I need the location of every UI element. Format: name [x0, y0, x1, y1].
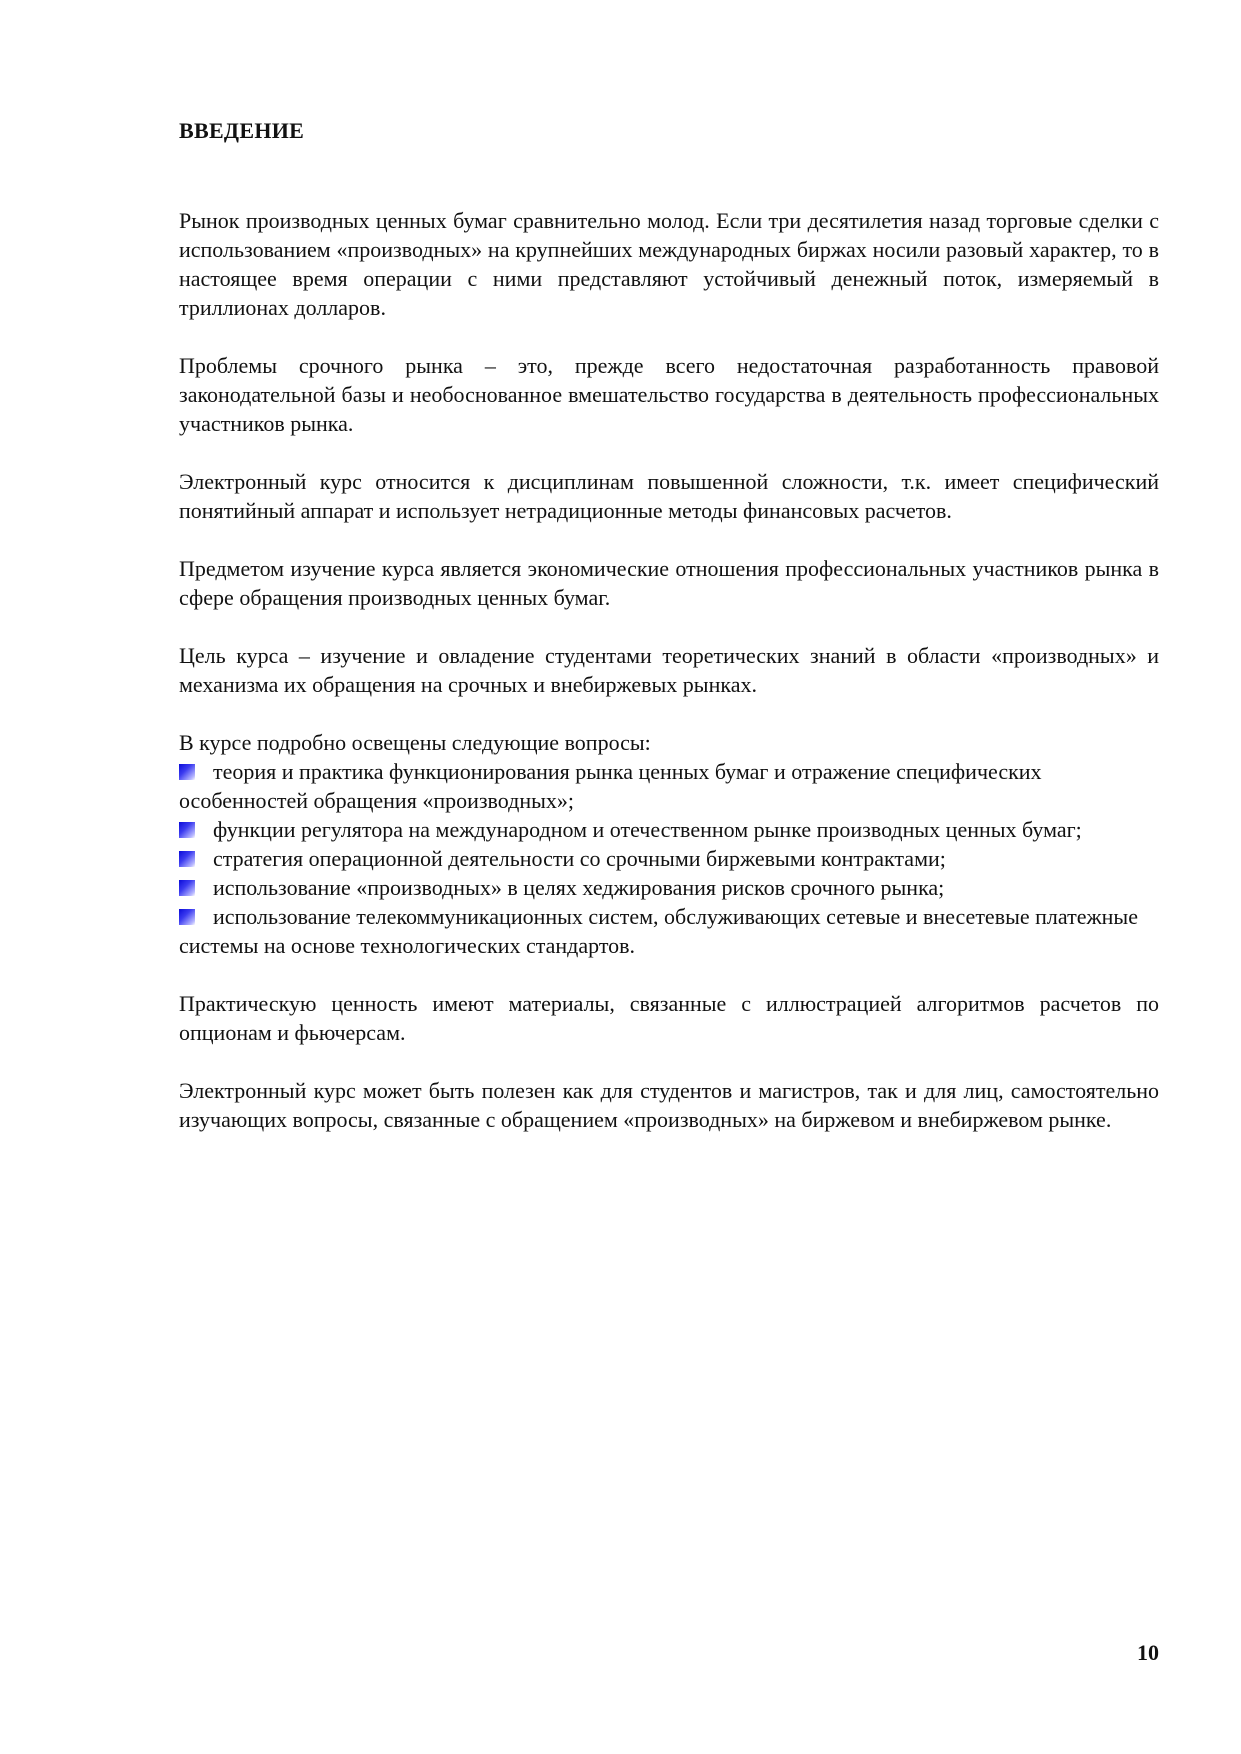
square-bullet-icon	[179, 822, 195, 838]
list-item	[179, 873, 1159, 902]
list-item	[179, 844, 1159, 873]
list-intro: В курсе подробно освещены следующие вопросы:	[179, 730, 651, 755]
document-page	[179, 0, 1159, 1754]
list-item-text: теория и практика функционирования рынка ценных бумаг и отражение специфических особенностей обращения «производных»;	[179, 759, 1042, 813]
square-bullet-icon	[179, 880, 195, 896]
document-body	[179, 206, 1159, 1163]
paragraph: Электронный курс относится к дисциплинам повышенной сложности, т.к. имеет специфический понятийный аппарат и использует нетрадиционные методы финансовых расчетов.	[179, 469, 1159, 523]
paragraph: Практическую ценность имеют материалы, связанные с иллюстрацией алгоритмов расчетов по опционам и фьючерсам.	[179, 991, 1159, 1045]
square-bullet-icon	[179, 909, 195, 925]
paragraph: Электронный курс может быть полезен как для студентов и магистров, так и для лиц, самостоятельно изучающих вопросы, связанные с обращением «производных» на биржевом и внебиржевом рынке.	[179, 1078, 1159, 1132]
square-bullet-icon	[179, 764, 195, 780]
list-item-text: стратегия операционной деятельности со срочными биржевыми контрактами;	[213, 846, 946, 871]
square-bullet-icon	[179, 851, 195, 867]
topics-list	[179, 728, 1159, 960]
paragraph: Проблемы срочного рынка – это, прежде всего недостаточная разработанность правовой законодательной базы и необоснованное вмешательство государства в деятельность профессиональных участников рынка.	[179, 353, 1159, 436]
list-item	[179, 815, 1159, 844]
list-item-text: функции регулятора на международном и отечественном рынке производных ценных бумаг;	[213, 817, 1082, 842]
list-item-text: использование телекоммуникационных систем, обслуживающих сетевые и внесетевые платежные системы на основе технологических стандартов.	[179, 904, 1138, 958]
list-item-text: использование «производных» в целях хеджирования рисков срочного рынка;	[213, 875, 945, 900]
page-number: 10	[1137, 1640, 1159, 1665]
list-item	[179, 757, 1159, 815]
page-title: ВВЕДЕНИЕ	[179, 118, 305, 143]
list-item	[179, 902, 1159, 960]
paragraph: Цель курса – изучение и овладение студентами теоретических знаний в области «производных» и механизма их обращения на срочных и внебиржевых рынках.	[179, 643, 1159, 697]
paragraph: Предметом изучение курса является экономические отношения профессиональных участников рынка в сфере обращения производных ценных бумаг.	[179, 556, 1159, 610]
paragraph: Рынок производных ценных бумаг сравнительно молод. Если три десятилетия назад торговые сделки с использованием «производных» на крупнейших международных биржах носили разовый характер, то в настоящее время операции с ними представляют устойчивый денежный поток, измеряемый в триллионах долларов.	[179, 208, 1159, 320]
